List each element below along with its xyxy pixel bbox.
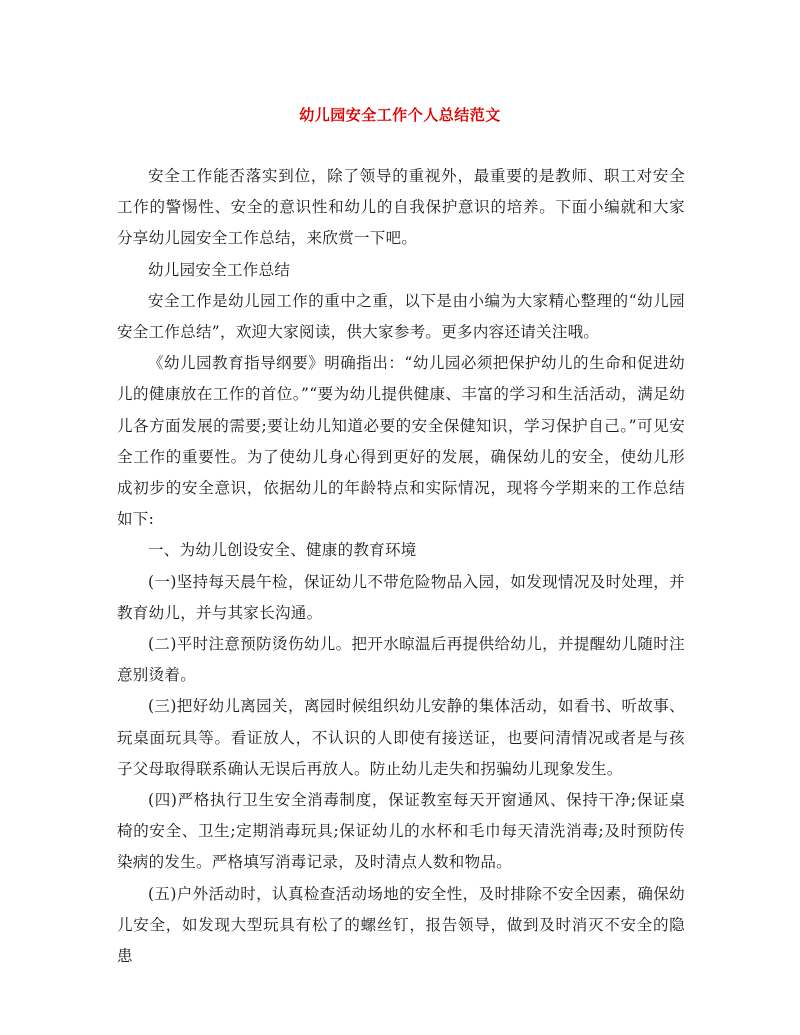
section-heading: 幼儿园安全工作总结 — [148, 260, 291, 279]
subsection-heading: 一、为幼儿创设安全、健康的教育环境 — [148, 541, 417, 560]
list-item: (四)严格执行卫生安全消毒制度，保证教室每天开窗通风、保持干净;保证桌椅的安全、卫生;定期消毒玩具;保证幼儿的水杯和毛巾每天清洗消毒;及时预防传染病的发生。严格填写消毒记录，及时清点人数和物品。 — [117, 791, 685, 872]
paragraph: 《幼儿园教育指导纲要》明确指出：“幼儿园必须把保护幼儿的生命和促进幼儿的健康放在工作的首位。”“要为幼儿提供健康、丰富的学习和生活活动，满足幼儿各方面发展的需要;要让幼儿知道必要的安全保健知识，学习保护自己。”可见安全工作的重要性。为了使幼儿身心得到更好的发展，确保幼儿的安全，使幼儿形成初步的安全意识，依据幼儿的年龄特点和实际情况，现将今学期来的工作总结如下: — [117, 354, 685, 529]
list-item: (三)把好幼儿离园关，离园时候组织幼儿安静的集体活动，如看书、听故事、玩桌面玩具等。看证放人，不认识的人即使有接送证，也要问清情况或者是与孩子父母取得联系确认无误后再放人。防止幼儿走失和拐骗幼儿现象发生。 — [117, 697, 685, 778]
list-item: (一)坚持每天晨午检，保证幼儿不带危险物品入园，如发现情况及时处理，并教育幼儿，并与其家长沟通。 — [117, 572, 685, 622]
list-item: (五)户外活动时，认真检查活动场地的安全性，及时排除不安全因素，确保幼儿安全，如发现大型玩具有松了的螺丝钉，报告领导，做到及时消灭不安全的隐患 — [117, 884, 685, 966]
document-body — [117, 161, 685, 972]
list-item: (二)平时注意预防烫伤幼儿。把开水晾温后再提供给幼儿，并提醒幼儿随时注意别烫着。 — [117, 635, 685, 685]
document-title: 幼儿园安全工作个人总结范文 — [299, 106, 501, 124]
intro-paragraph: 安全工作能否落实到位，除了领导的重视外，最重要的是教师、职工对安全工作的警惕性、安全的意识性和幼儿的自我保护意识的培养。下面小编就和大家分享幼儿园安全工作总结，来欣赏一下吧。 — [117, 167, 685, 248]
paragraph: 安全工作是幼儿园工作的重中之重，以下是由小编为大家精心整理的“幼儿园安全工作总结”，欢迎大家阅读，供大家参考。更多内容还请关注哦。 — [117, 291, 685, 342]
